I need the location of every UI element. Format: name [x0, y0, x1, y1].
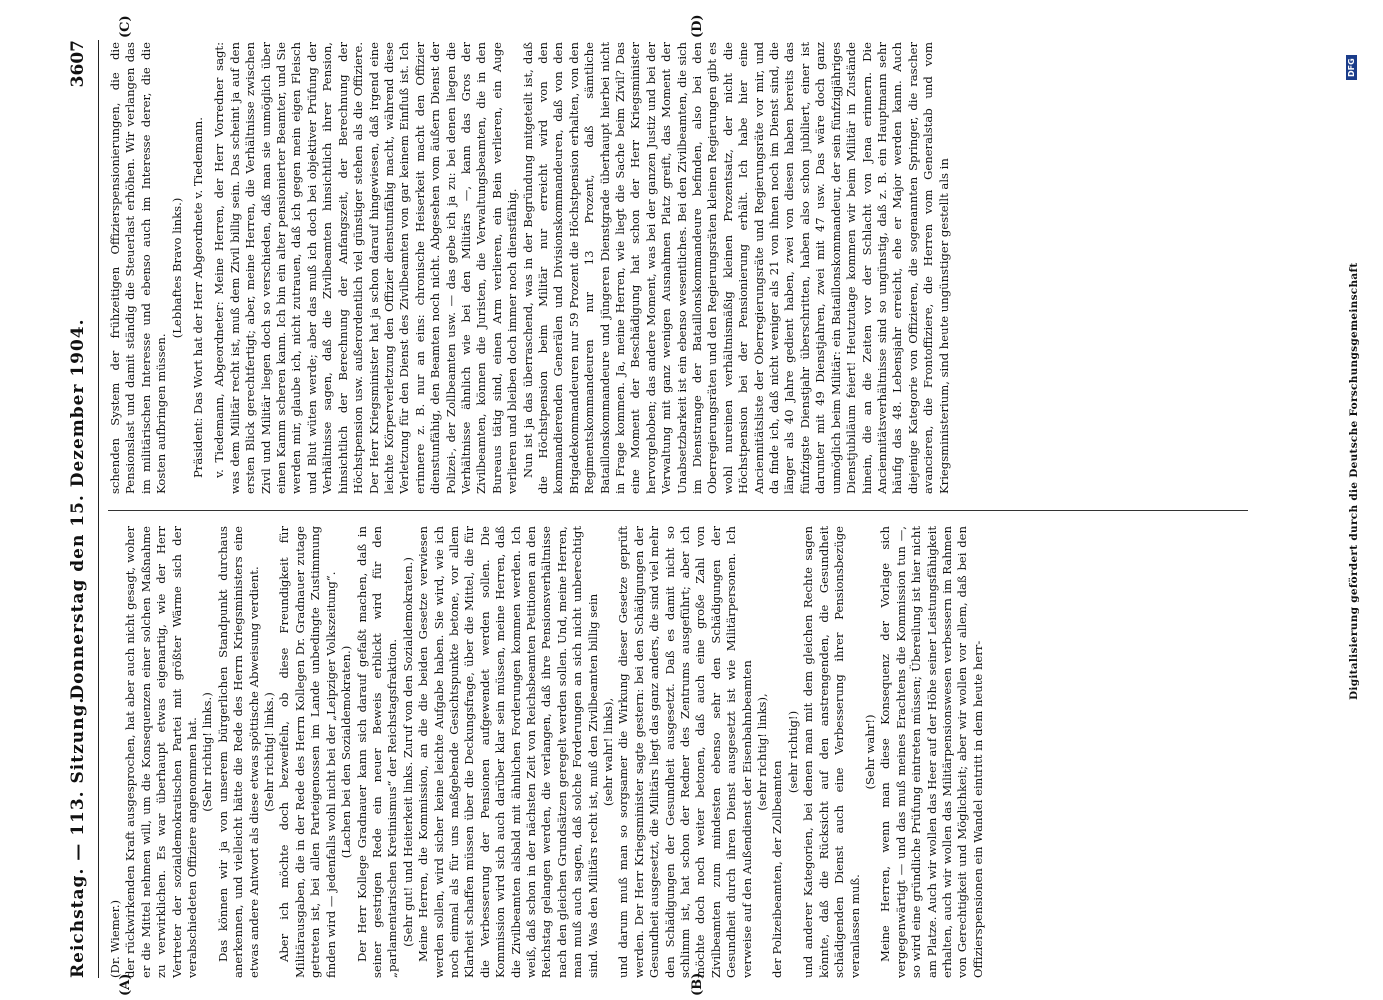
header-session: Reichstag. — 113. Sitzung. — [68, 696, 88, 978]
margin-marker-a: (A) — [118, 973, 133, 996]
left-paragraph: (sehr richtig!) — [785, 710, 800, 794]
left-paragraph: (Sehr wahr!) — [862, 714, 877, 790]
left-paragraph: (Sehr richtig! links.) — [262, 692, 277, 812]
left-paragraph: Der Herr Kollege Gradnauer kann sich darauf gefaßt machen, daß in seiner gestrigen Rede ein neuer Beweis erblickt wird für den „parlamentarischen Kretinismus“ der Reichstagsfraktion. — [354, 526, 400, 978]
right-paragraph: Präsident: Das Wort hat der Herr Abgeordnete v. Tiedemann. — [191, 117, 206, 478]
column-divider — [108, 510, 1248, 511]
header-date: Donnerstag den 15. Dezember 1904. — [68, 318, 88, 700]
margin-marker-d: (D) — [690, 14, 705, 38]
left-paragraph: Meine Herren, die Kommission, an die die beiden Gesetze verwiesen werden sollen, wird sicher keine leichte Aufgabe haben. Sie wird, wie ich noch einmal als für uns maßgebende Gesichtspunkte betone, vor allem Klarheit schaffen müssen über die Deckungsfrage, über die Mittel, die für die Verbesserung der Pensionen aufgewendet werden sollen. Die Kommission wird sich auch darüber klar sein müssen, meine Herren, daß die Zivilbeamten alsbald mit ähnlichen Forderungen kommen werden. Ich weiß, daß schon in der nächsten Zeit von Reichsbeamten Petitionen an den Reichstag gelangen werden, die verlangen, daß ihre Pensionsverhältnisse nach den gleichen Grundsätzen geregelt werden sollen. Und, meine Herren, man muß auch sagen, daß solche Forderungen an sich nicht unberechtigt sind. Was den Militärs recht ist, muß den Zivilbeamten billig sein — [416, 526, 600, 978]
left-column — [108, 526, 986, 978]
left-paragraph: und darum muß man so sorgsamer die Wirkung dieser Gesetze geprüft werden. Der Herr Kriegsminister sagte gestern: bei den Schädigungen der Gesundheit ausgesetzt, die Militärs liegt das ganz anders, die sind viel mehr den Schädigungen der Gesundheit ausgesetzt. Daß es damit nicht so schlimm ist, hat schon der Redner des Zentrums ausgeführt; aber ich möchte doch noch weiter betonen, daß auch eine große Zahl von Zivilbeamten zum mindesten ebenso sehr den Schädigungen der Gesundheit durch ihren Dienst ausgesetzt ist wie Militärpersonen. Ich verweise auf den Außendienst der Eisenbahnbeamten — [616, 526, 754, 978]
dfg-logo: DFG — [1346, 55, 1357, 80]
right-paragraph: v. Tiedemann, Abgeordneter: Meine Herren, der Herr Vorredner sagt: was dem Militär recht ist, muß dem Zivil billig sein. Das scheint ja auf den ersten Blick gerechtfertigt; aber, meine Herren, die Verhältnisse zwischen Zivil und Militär liegen doch so verschieden, daß man sie unmöglich über einen Kamm scheren kann. Ich bin ein alter pensionierter Beamter, und Sie werden mir, glaube ich, nicht zutrauen, daß ich gegen mein eigen Fleisch und Blut wüten werde; aber das muß ich doch bei objektiver Prüfung der Verhältnisse sagen, daß die Zivilbeamten hinsichtlich ihrer Pension, hinsichtlich der Berechnung der Anfangszeit, der Berechnung der Höchstpension usw. außerordentlich viel günstiger stehen als die Offiziere. Der Herr Kriegsminister hat ja schon darauf hingewiesen, daß irgend eine leichte Körperverletzung den Offizier dienstunfähig macht, während diese Verletzung für den Dienst des Zivilbeamten von gar keinem Einfluß ist. Ich erinnere z. B. nur an eins: chronische Heiserkeit macht den Offizier dienstunfähig, den Beamten noch nicht. Abgesehen vom äußern Dienst der Polizei-, der Zollbeamten usw. — das gebe ich ja zu: bei denen liegen die Verhältnisse ähnlich wie bei den Militärs —, kann das Gros der Zivilbeamten, können die Juristen, die Verwaltungsbeamten, die in den Bureaus tätig sind, einen Arm verlieren, ein Bein verlieren, ein Auge verlieren und bleiben doch immer noch dienstfähig. — [212, 42, 520, 494]
left-paragraph: (sehr wahr! links), — [601, 697, 615, 807]
margin-marker-c: (C) — [118, 15, 133, 38]
left-paragraph: und anderer Kategorien, bei denen man mit dem gleichen Rechte sagen könnte, daß die Rücksicht auf den anstrengenden, die Gesundheit schädigenden Dienst auch eine Verbesserung ihrer Pensionsbezüge veranlassen muß. — [801, 526, 862, 978]
page-header — [58, 40, 102, 978]
header-rule — [98, 40, 99, 978]
left-paragraph: der Polizeibeamten, der Zollbeamten — [770, 760, 785, 978]
left-paragraph: (sehr richtig! links), — [755, 693, 770, 811]
right-paragraph: Nun ist ja das überraschend, was in der Begründung mitgeteilt ist, daß die Höchstpension beim Militär nur erreicht wird von den kommandierenden Generälen und Divisionskommandeuren, daß von den Brigadekommandeuren nur 59 Prozent die Höchstpension erhalten, von den Regimentskommandeuren nur 13 Prozent, daß sämtliche Bataillonskommandeure und jüngeren Dienstgrade überhaupt hierbei nicht in Frage kommen. Ja, meine Herren, wie liegt die Sache beim Zivil? Das eine Moment der Beschädigung hat schon der Herr Kriegsminister hervorgehoben; das andere Moment, was bei der ganzen Justiz und bei der Verwaltung mit ganz wenigen Ausnahmen Platz greift, das Moment der Unabsetzbarkeit ist ein ebenso wesentliches. Bei den Zivilbeamten, die sich im Dienstrange der Bataillonskommandeure befinden, also bei den Oberregierungsräten und den Regierungsräten kleinen Regierungen gibt es wohl nureinen verhältnismäßig kleinen Prozentsatz, der nicht die Höchstpension bei der Pensionierung erhält. Ich habe hier eine Anciennitätsliste der Oberregierungsräte und Regierungsräte vor mir, und da finde ich, daß nicht weniger als 21 von ihnen noch im Dienst sind, die länger als 40 Jahre gedient haben, zwei von diesen haben bereits das fünfzigste Dienstjahr überschritten, haben also schon jubiliert, einer ist darunter mit 49 Dienstjahren, zwei mit 47 usw. Das wäre doch ganz unmöglich beim Militär: ein Bataillonskommandeur, der sein fünfzigjähriges Dienstjubiläum feiert! Heutzutage kommen wir beim Militär in Zustände hinein, die an die Zeiten vor der Schlacht von Jena erinnern. Die Anciennitätsverhältnisse sind so ungünstig, daß z. B. ein Hauptmann sehr häufig das 48. Lebensjahr erreicht, ehe er Major werden kann. Auch diejenige Kategorie von Offizieren, die sogenannten Springer, die rascher avancieren, die Frontoffiziere, die Herren vom Generalstab und vom Kriegsministerium, sind heute ungünstiger gestellt als in — [520, 42, 951, 494]
right-column — [108, 42, 952, 494]
right-paragraph: schenden System der frühzeitigen Offizierspensionierungen, die die Pensionslast und damit ständig die Steuerlast erhöhen. Wir verlangen das im militärischen Interesse und ebenso auch im Interesse derer, die die Kosten aufbringen müssen. — [108, 42, 169, 494]
left-paragraph: (Sehr richtig! links.) — [200, 692, 215, 812]
left-paragraph: Das können wir ja von unserem bürgerlichen Standpunkt durchaus anerkennen, und vielleicht hätte die Rede des Herrn Kriegsministers eine etwas andere Antwort als diese etwas spöttische Abweisung verdient. — [215, 526, 261, 978]
right-paragraph: (Lebhaftes Bravo links.) — [169, 197, 184, 339]
left-paragraph: Meine Herren, wenn man diese Konsequenz der Vorlage sich vergegenwärtigt — und das muß meines Erachtens die Kommission tun —, so wird eine gründliche Prüfung eintreten müssen; Übereilung ist hier nicht am Platze. Auch wir wollen das Heer auf der Höhe seiner Leistungsfähigkeit erhalten, auch wir wollen das Militärpensionswesen verbessern im Rahmen von Gerechtigkeit und Möglichkeit; aber wir wollen vor allem, daß bei den Offizierspensionen ein Wandel eintritt in dem heute herr- — [878, 526, 985, 978]
left-paragraph: der rückwirkenden Kraft ausgesprochen, hat aber auch nicht gesagt, woher er die Mittel nehmen will, um die Konsequenzen einer solchen Maßnahme zu verwirklichen. Es war überhaupt etwas eigenartig, wie der Herr Vertreter der sozialdemokratischen Partei mit größter Wärme sich der verabschiedeten Offiziere angenommen hat. — [123, 526, 200, 978]
page-number: 3607 — [68, 40, 88, 88]
digitization-note: Digitalisierung gefördert durch die Deutsche Forschungsgemeinschaft — [1348, 262, 1360, 700]
left-paragraph: (Lachen bei den Sozialdemokraten.) — [339, 645, 354, 859]
margin-marker-b: (B) — [690, 972, 705, 996]
left-paragraph: (Dr. Wiemer.) — [108, 899, 122, 978]
left-paragraph: Aber ich möchte doch bezweifeln, ob diese Freundigkeit für Militärausgaben, die in der Rede des Herrn Kollegen Dr. Gradnauer zutage getreten ist, bei allen Parteigenossen im Lande unbedingte Zustimmung finden wird — jedenfalls wohl nicht bei der „Leipziger Volkszeitung“. — [277, 526, 338, 978]
left-paragraph: (Sehr gut! und Heiterkeit links. Zuruf von den Sozialdemokraten.) — [400, 557, 415, 947]
